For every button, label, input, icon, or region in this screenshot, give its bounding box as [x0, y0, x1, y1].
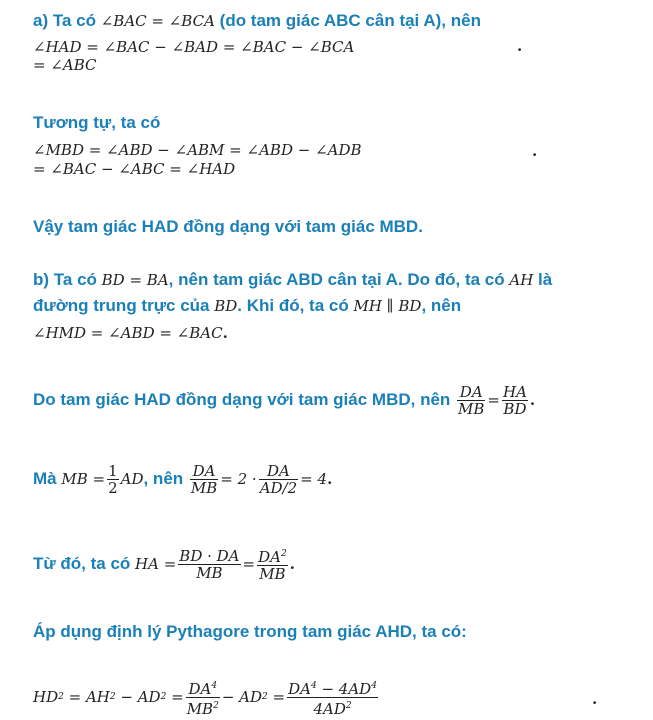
end-dot: .	[289, 555, 295, 573]
numerator: DA	[259, 463, 298, 480]
math: = AH	[68, 688, 110, 706]
math: = 2 ·	[220, 470, 257, 488]
denominator: MB	[190, 478, 218, 497]
fraction-ha-bd	[502, 384, 528, 417]
base: DA	[188, 679, 212, 698]
part-a-intro	[33, 8, 633, 34]
equals: =	[242, 555, 256, 573]
equals: =	[171, 688, 184, 706]
equals: =	[487, 391, 500, 409]
hd-equation	[33, 676, 633, 718]
base: MB	[186, 699, 214, 718]
fraction-half	[107, 463, 119, 496]
numerator	[287, 678, 378, 698]
pythagore-intro: Áp dụng định lý Pythagore trong tam giác AHD, ta có:	[33, 622, 467, 641]
math-eq: BD = BA	[101, 271, 169, 289]
denominator: 2	[108, 478, 118, 497]
end-dot: .	[532, 142, 538, 160]
math: − AD	[221, 688, 263, 706]
text: , nên	[143, 469, 184, 488]
end-dot: .	[327, 470, 333, 488]
denominator: BD	[503, 399, 527, 418]
text: . Khi đó, ta có	[237, 296, 349, 315]
base: 4AD	[313, 699, 346, 718]
text: là	[538, 270, 553, 289]
numerator: 1	[108, 461, 118, 480]
denominator	[287, 698, 378, 717]
math-hmd: ∠HMD = ∠ABD = ∠BAC	[33, 324, 223, 342]
end-dot: .	[222, 324, 228, 342]
numerator: DA	[190, 463, 218, 480]
exponent: 2	[58, 692, 64, 702]
base: DA	[258, 548, 281, 566]
text: Từ đó, ta có	[33, 554, 131, 573]
part-b-label: b)	[33, 270, 50, 289]
part-a-intro-text-2: (do tam giác ABC cân tại A), nên	[219, 11, 481, 30]
exponent: 2	[109, 692, 116, 702]
denominator: MB	[196, 563, 223, 582]
end-dot: .	[517, 37, 523, 55]
part-a-conclusion: Vậy tam giác HAD đồng dạng với tam giác MBD.	[33, 217, 423, 236]
numerator: HA	[503, 382, 527, 401]
math: HD	[33, 688, 59, 706]
text: đường trung trực của	[33, 296, 210, 315]
end-dot: .	[529, 391, 536, 409]
math: HA =	[135, 555, 177, 573]
exponent: 4	[211, 680, 218, 691]
text: , nên	[421, 296, 462, 315]
mb-paragraph	[33, 459, 633, 499]
denominator	[186, 698, 220, 717]
exponent: 2	[262, 692, 268, 702]
numerator: DA	[457, 384, 485, 401]
part-b-line-2	[33, 293, 633, 319]
denominator: MB	[259, 565, 286, 583]
base: DA	[288, 679, 311, 698]
exponent: 2	[160, 692, 167, 702]
fraction-da2-mb	[257, 546, 288, 582]
math: MB =	[61, 470, 106, 488]
fraction-bdda-mb	[178, 548, 240, 581]
ha-paragraph	[33, 544, 633, 584]
part-b-line-1	[33, 267, 633, 293]
exponent: 4	[310, 680, 317, 691]
fraction-da4-mb2	[186, 678, 220, 717]
end-dot: .	[592, 690, 598, 708]
mbd-derivation-line-1: ∠MBD = ∠ABD − ∠ABM = ∠ABD − ∠ADB	[33, 141, 362, 159]
math-bd: BD	[214, 297, 238, 315]
denominator: AD/2	[259, 478, 298, 497]
text: , nên tam giác ABD cân tại A. Do đó, ta có	[168, 270, 505, 289]
numerator	[186, 678, 220, 698]
base: − 4AD	[316, 679, 372, 698]
math: = 4	[300, 470, 328, 488]
fraction-da-mb	[190, 463, 218, 496]
math-parallel: MH ∥ BD	[353, 297, 422, 315]
had-derivation-line-1: ∠HAD = ∠BAC − ∠BAD = ∠BAC − ∠BCA	[33, 38, 355, 56]
fraction-final	[287, 678, 378, 717]
part-a-intro-text: Ta có	[52, 11, 96, 30]
exponent: 2	[280, 549, 287, 559]
exponent: 2	[345, 700, 352, 711]
fraction-da-mb	[457, 384, 485, 417]
numerator	[257, 546, 288, 566]
denominator: MB	[458, 399, 485, 418]
exponent: 4	[371, 680, 377, 691]
fraction-da-ad2	[259, 463, 298, 496]
part-a-label: a)	[33, 11, 49, 30]
equals: =	[272, 688, 286, 706]
math: − AD	[120, 688, 161, 706]
text: Mà	[33, 469, 57, 488]
hmd-angle-line	[33, 324, 633, 342]
numerator: BD · DA	[179, 546, 240, 565]
ratio-paragraph	[33, 380, 633, 420]
math: AD	[120, 470, 144, 488]
angle-equation: ∠BAC = ∠BCA	[100, 12, 215, 30]
had-derivation-line-2: = ∠ABC	[33, 56, 97, 74]
mbd-derivation-line-2: = ∠BAC − ∠ABC = ∠HAD	[33, 160, 236, 178]
math-ah: AH	[509, 271, 534, 289]
exponent: 2	[213, 700, 219, 711]
similar-intro: Tương tự, ta có	[33, 113, 161, 132]
text: Do tam giác HAD đồng dạng với tam giác MBD, nên	[33, 390, 451, 409]
text: Ta có	[53, 270, 97, 289]
